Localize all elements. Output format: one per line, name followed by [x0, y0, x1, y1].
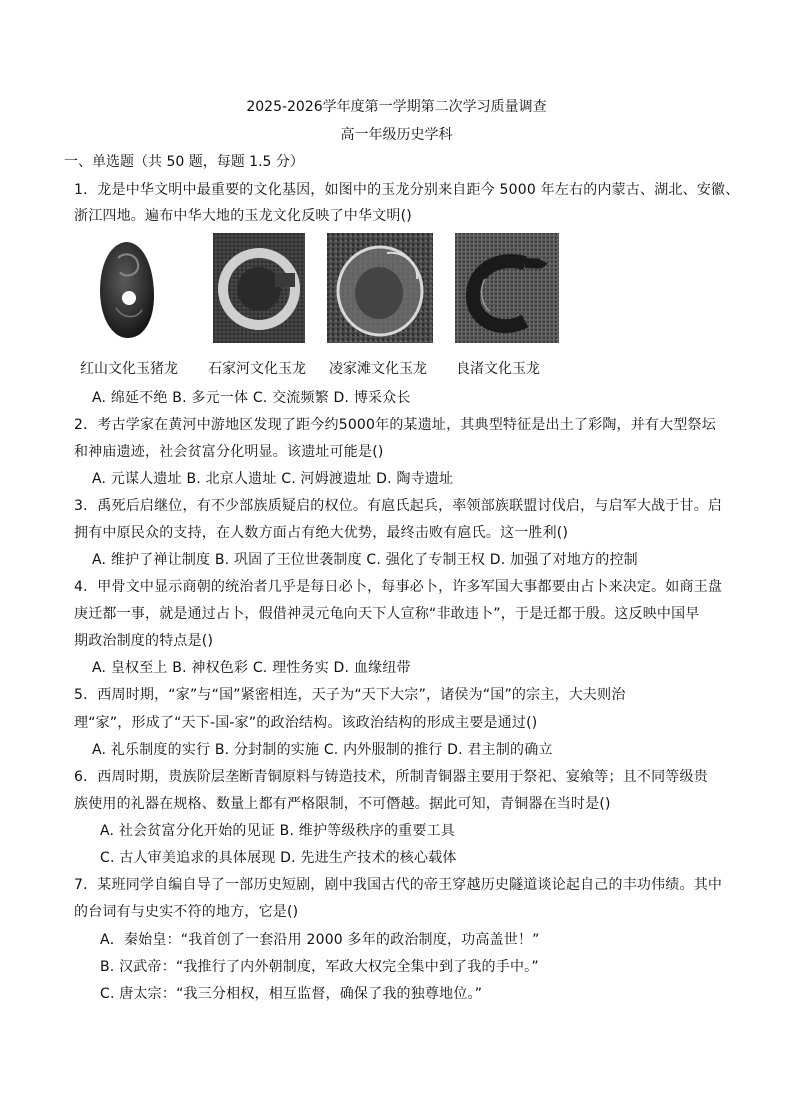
q4-stem-line1: 4．甲骨文中显示商朝的统治者几乎是每日必卜，每事必卜，许多军国大事都要由占卜来决定。如商王盘 [74, 579, 723, 595]
q2-stem-line2: 和神庙遗迹，社会贫富分化明显。该遗址可能是() [74, 444, 384, 460]
q7-option-c: C. 唐太宗：“我三分相权，相互监督，确保了我的独尊地位。” [100, 986, 483, 1002]
hongshan-jade-pig-dragon-image [96, 238, 158, 342]
q5-stem-line1: 5．西周时期，“家”与“国”紧密相连，天子为“天下大宗”，诸侯为“国”的宗主，大夫则治 [74, 687, 626, 703]
q2-stem-line1: 2．考古学家在黄河中游地区发现了距今约5000年的某遗址，其典型特征是出土了彩陶，并有大型祭坛 [74, 417, 716, 433]
q7-option-a: A．秦始皇：“我首创了一套沿用 2000 多年的政治制度，功高盖世！” [100, 932, 540, 948]
exam-title: 2025-2026学年度第一学期第二次学习质量调查 [246, 99, 547, 115]
lingjiatan-jade-dragon-image [327, 233, 433, 343]
shijiahe-jade-dragon-image [213, 233, 305, 343]
q4-stem-line3: 期政治制度的特点是() [74, 633, 214, 649]
q1-stem-line2: 浙江四地。遍布中华大地的玉龙文化反映了中华文明() [74, 208, 412, 224]
q1-stem-line1: 1．龙是中华文明中最重要的文化基因，如图中的玉龙分别来自距今 5000 年左右的内蒙古、湖北、安徽、 [74, 182, 740, 198]
section-title: 一、单选题（共 50 题，每题 1.5 分） [64, 154, 304, 170]
caption-lingjiatan: 凌家滩文化玉龙 [329, 361, 427, 377]
q6-stem-line1: 6．西周时期，贵族阶层垄断青铜原料与铸造技术，所制青铜器主要用于祭祀、宴飨等；且不同等级贵 [74, 769, 708, 785]
caption-liangzhu: 良渚文化玉龙 [456, 361, 540, 377]
q6-options-row2: C. 古人审美追求的具体展现 D. 先进生产技术的核心载体 [100, 850, 457, 866]
caption-shijiahe: 石家河文化玉龙 [208, 361, 306, 377]
exam-subtitle: 高一年级历史学科 [340, 127, 453, 143]
q2-options: A. 元谋人遗址 B. 北京人遗址 C. 河姆渡遗址 D. 陶寺遗址 [92, 471, 454, 487]
q4-stem-line2: 庚迁都一事，就是通过占卜，假借神灵元龟向天下人宣称“非敢违卜”，于是迁都于殷。这反映中国早 [74, 606, 700, 622]
q3-stem-line1: 3．禹死后启继位，有不少部族质疑启的权位。有扈氏起兵，率领部族联盟讨伐启，与启军大战于甘。启 [74, 498, 723, 514]
q3-options: A. 维护了禅让制度 B. 巩固了王位世袭制度 C. 强化了专制王权 D. 加强了对地方的控制 [92, 552, 638, 568]
q1-options: A. 绵延不绝 B. 多元一体 C. 交流频繁 D. 博采众长 [92, 390, 411, 406]
q5-stem-line2: 理“家”，形成了“天下-国-家”的政治结构。该政治结构的形成主要是通过() [74, 715, 538, 731]
liangzhu-jade-dragon-image [455, 233, 559, 343]
q6-options-row1: A. 社会贫富分化开始的见证 B. 维护等级秩序的重要工具 [100, 823, 455, 839]
q5-options: A. 礼乐制度的实行 B. 分封制的实施 C. 内外服制的推行 D. 君主制的确立 [92, 742, 553, 758]
caption-hongshan: 红山文化玉猪龙 [80, 361, 178, 377]
q7-stem-line1: 7．某班同学自编自导了一部历史短剧，剧中我国古代的帝王穿越历史隧道谈论起自己的丰功伟绩。其中 [74, 877, 723, 893]
q7-stem-line2: 的台词有与史实不符的地方，它是() [74, 904, 299, 920]
q7-option-b: B. 汉武帝：“我推行了内外朝制度，军政大权完全集中到了我的手中。” [100, 959, 539, 975]
q3-stem-line2: 拥有中原民众的支持，在人数方面占有绝大优势，最终击败有扈氏。这一胜利() [74, 525, 569, 541]
q4-options: A. 皇权至上 B. 神权色彩 C. 理性务实 D. 血缘纽带 [92, 660, 411, 676]
q6-stem-line2: 族使用的礼器在规格、数量上都有严格限制，不可僭越。据此可知，青铜器在当时是() [74, 796, 611, 812]
